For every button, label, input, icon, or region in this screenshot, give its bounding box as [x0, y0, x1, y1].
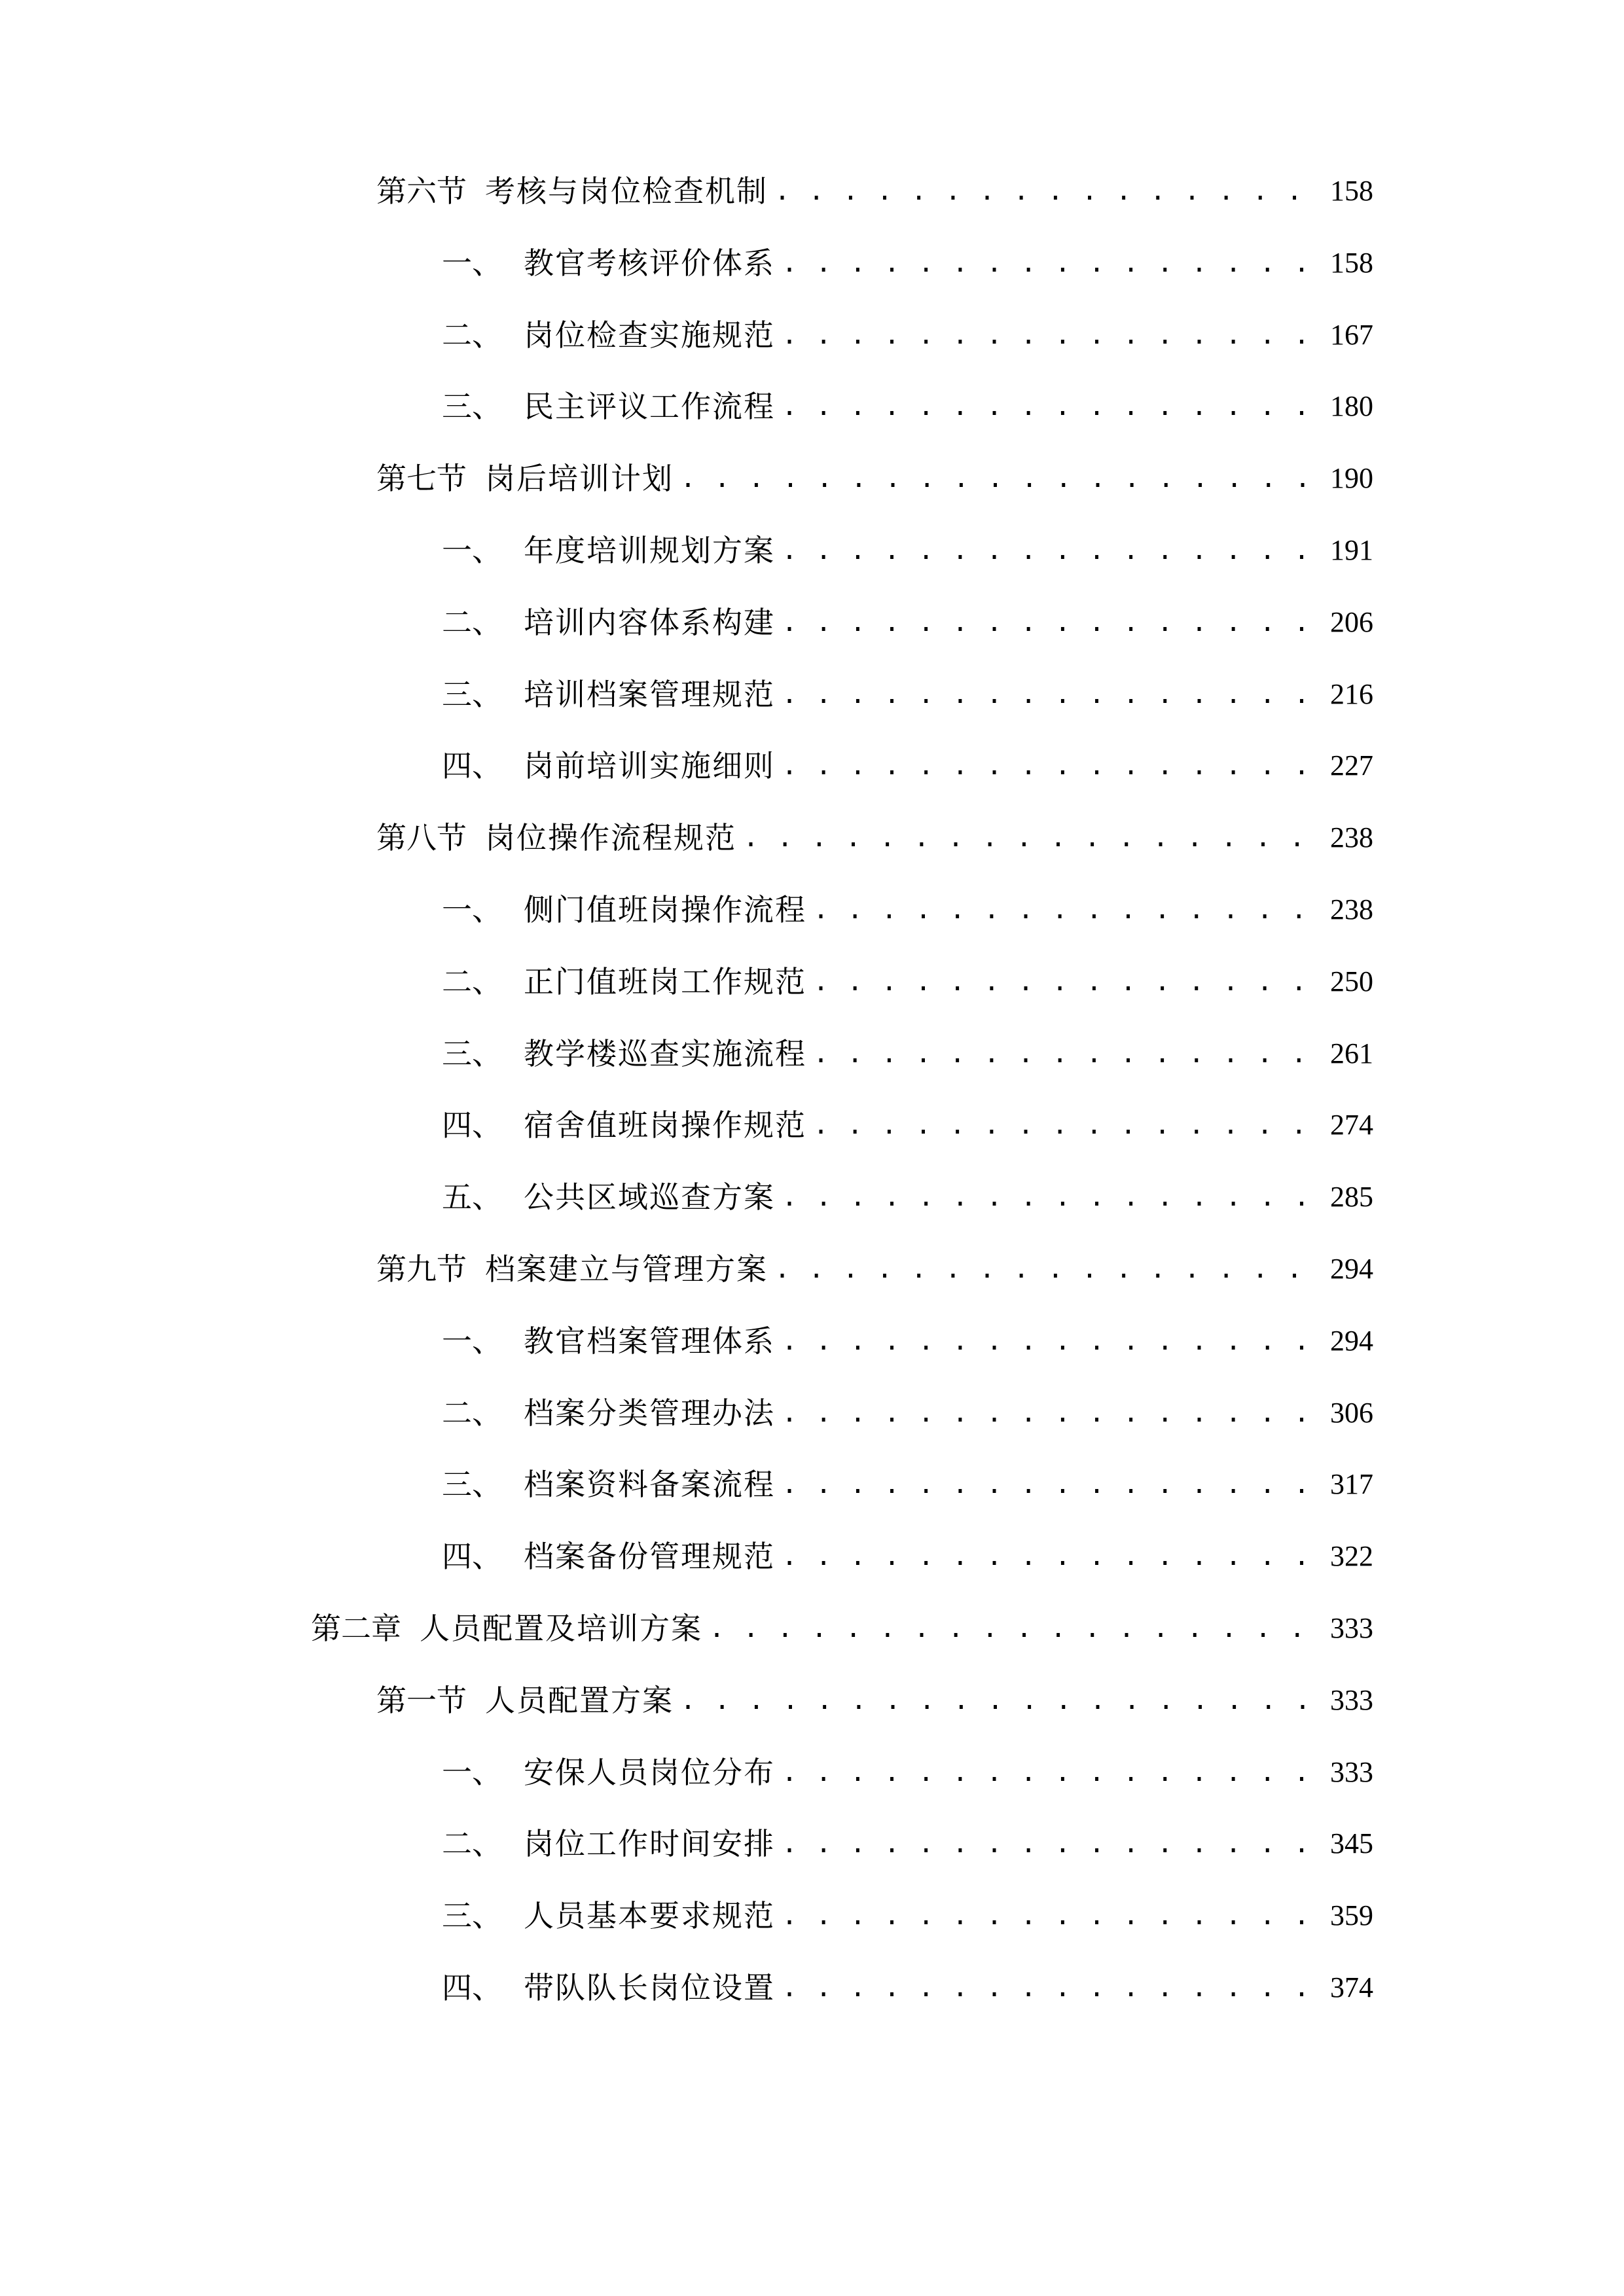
- toc-entry-item[interactable]: [442, 1458, 1373, 1511]
- toc-entry-number: 二、: [442, 1395, 502, 1431]
- toc-dot-leader: [782, 1962, 1312, 2014]
- toc-page-number: 167: [1330, 319, 1373, 351]
- toc-dot-leader: [680, 1674, 1312, 1727]
- toc-entry-title: 考核与岗位检查机制: [485, 173, 768, 209]
- toc-entry-item[interactable]: [442, 740, 1373, 792]
- toc-dot-leader: [782, 1818, 1312, 1870]
- toc-page-number: 333: [1330, 1756, 1373, 1788]
- toc-entry-number: 四、: [442, 1107, 502, 1143]
- toc-entry-item[interactable]: [442, 884, 1373, 936]
- toc-entry-item[interactable]: [442, 1387, 1373, 1439]
- toc-entry-item[interactable]: [442, 309, 1373, 361]
- toc-entry-number: 五、: [442, 1179, 502, 1215]
- toc-entry-number: 二、: [442, 1826, 502, 1861]
- toc-entry-number: 三、: [442, 1898, 502, 1933]
- toc-dot-leader: [782, 596, 1312, 649]
- toc-entry-number: 三、: [442, 1467, 502, 1502]
- toc-entry-item[interactable]: [442, 596, 1373, 649]
- toc-entry-title: 教官考核评价体系: [524, 245, 775, 281]
- toc-page-number: 216: [1330, 678, 1373, 710]
- toc-dot-leader: [782, 668, 1312, 721]
- toc-entry-item[interactable]: [442, 1530, 1373, 1583]
- toc-page-number: 191: [1330, 534, 1373, 566]
- toc-page-number: 359: [1330, 1899, 1373, 1931]
- toc-entry-item[interactable]: [442, 1315, 1373, 1367]
- toc-page-number: 250: [1330, 965, 1373, 997]
- toc-page-number: 294: [1330, 1325, 1373, 1357]
- toc-page-number: 333: [1330, 1612, 1373, 1644]
- toc-entry-item[interactable]: [442, 668, 1373, 721]
- toc-entry-item[interactable]: [442, 1028, 1373, 1080]
- toc-page-number: 158: [1330, 247, 1373, 279]
- toc-dot-leader: [782, 1458, 1312, 1511]
- toc-entry-item[interactable]: [442, 956, 1373, 1008]
- toc-dot-leader: [743, 812, 1312, 864]
- toc-entry-title: 档案资料备案流程: [524, 1467, 775, 1502]
- toc-entry-number: 第八节: [376, 820, 467, 855]
- toc-entry-number: 四、: [442, 1539, 502, 1574]
- toc-page-number: 374: [1330, 1971, 1373, 2003]
- toc-entry-title: 正门值班岗工作规范: [524, 964, 806, 999]
- toc-page-number: 306: [1330, 1397, 1373, 1429]
- toc-page-number: 345: [1330, 1827, 1373, 1859]
- toc-entry-item[interactable]: [442, 524, 1373, 577]
- toc-entry-title: 档案建立与管理方案: [485, 1251, 768, 1287]
- toc-dot-leader: [782, 380, 1312, 433]
- toc-entry-item[interactable]: [442, 1818, 1373, 1870]
- toc-entry-number: 二、: [442, 964, 502, 999]
- toc-entry-title: 培训内容体系构建: [524, 605, 775, 640]
- toc-entry-title: 教官档案管理体系: [524, 1323, 775, 1359]
- toc-dot-leader: [782, 237, 1312, 289]
- toc-entry-title: 岗后培训计划: [485, 461, 674, 496]
- toc-dot-leader: [782, 1746, 1312, 1799]
- toc-page-number: 158: [1330, 175, 1373, 207]
- toc-entry-number: 一、: [442, 533, 502, 568]
- toc-entry-section[interactable]: [376, 812, 1373, 864]
- toc-page-number: 317: [1330, 1468, 1373, 1500]
- toc-entry-title: 岗位检查实施规范: [524, 317, 775, 353]
- toc-page-number: 238: [1330, 821, 1373, 853]
- toc-entry-number: 二、: [442, 605, 502, 640]
- toc-entry-number: 三、: [442, 1036, 502, 1071]
- toc-entry-title: 岗位工作时间安排: [524, 1826, 775, 1861]
- toc-dot-leader: [680, 452, 1312, 505]
- toc-entry-item[interactable]: [442, 1171, 1373, 1223]
- toc-entry-title: 档案备份管理规范: [524, 1539, 775, 1574]
- toc-page-number: 206: [1330, 606, 1373, 638]
- toc-dot-leader: [782, 1890, 1312, 1942]
- toc-page-number: 333: [1330, 1684, 1373, 1716]
- toc-dot-leader: [782, 740, 1312, 792]
- toc-entry-number: 一、: [442, 1323, 502, 1359]
- toc-entry-section[interactable]: [376, 1674, 1373, 1727]
- toc-entry-title: 人员配置及培训方案: [420, 1611, 702, 1646]
- toc-page-number: 285: [1330, 1181, 1373, 1213]
- toc-entry-item[interactable]: [442, 380, 1373, 433]
- toc-dot-leader: [782, 1171, 1312, 1223]
- toc-entry-number: 四、: [442, 1970, 502, 2005]
- toc-entry-item[interactable]: [442, 1099, 1373, 1151]
- toc-entry-chapter[interactable]: [311, 1602, 1373, 1655]
- toc-entry-section[interactable]: [376, 165, 1373, 217]
- toc-dot-leader: [774, 1243, 1312, 1295]
- toc-entry-item[interactable]: [442, 1962, 1373, 2014]
- toc-page-number: 238: [1330, 893, 1373, 925]
- toc-dot-leader: [782, 1530, 1312, 1583]
- toc-entry-title: 岗前培训实施细则: [524, 748, 775, 783]
- toc-entry-number: 第九节: [376, 1251, 467, 1287]
- toc-entry-title: 年度培训规划方案: [524, 533, 775, 568]
- toc-entry-section[interactable]: [376, 452, 1373, 505]
- toc-entry-number: 第六节: [376, 173, 467, 209]
- toc-entry-number: 第一节: [376, 1683, 467, 1718]
- toc-entry-item[interactable]: [442, 237, 1373, 289]
- toc-entry-title: 安保人员岗位分布: [524, 1755, 775, 1790]
- toc-entry-section[interactable]: [376, 1243, 1373, 1295]
- toc-entry-number: 一、: [442, 245, 502, 281]
- toc-entry-number: 三、: [442, 389, 502, 424]
- toc-page-number: 261: [1330, 1037, 1373, 1069]
- toc-entry-title: 岗位操作流程规范: [485, 820, 736, 855]
- toc-entry-title: 宿舍值班岗操作规范: [524, 1107, 806, 1143]
- toc-entry-title: 带队队长岗位设置: [524, 1970, 775, 2005]
- toc-entry-title: 教学楼巡查实施流程: [524, 1036, 806, 1071]
- toc-entry-item[interactable]: [442, 1746, 1373, 1799]
- toc-entry-number: 三、: [442, 677, 502, 712]
- toc-page-number: 274: [1330, 1109, 1373, 1141]
- toc-entry-title: 侧门值班岗操作流程: [524, 892, 806, 927]
- toc-entry-number: 四、: [442, 748, 502, 783]
- toc-dot-leader: [774, 165, 1312, 217]
- toc-entry-title: 人员配置方案: [485, 1683, 674, 1718]
- toc-entry-number: 一、: [442, 1755, 502, 1790]
- toc-dot-leader: [709, 1602, 1312, 1655]
- toc-entry-number: 第七节: [376, 461, 467, 496]
- toc-page-number: 227: [1330, 749, 1373, 781]
- toc-entry-title: 公共区域巡查方案: [524, 1179, 775, 1215]
- toc-entry-number: 二、: [442, 317, 502, 353]
- toc-page-number: 180: [1330, 390, 1373, 422]
- toc-dot-leader: [782, 1387, 1312, 1439]
- toc-entry-item[interactable]: [442, 1890, 1373, 1942]
- toc-dot-leader: [782, 1315, 1312, 1367]
- toc-entry-number: 第二章: [311, 1611, 401, 1646]
- toc-dot-leader: [782, 524, 1312, 577]
- toc-entry-title: 人员基本要求规范: [524, 1898, 775, 1933]
- toc-page-number: 190: [1330, 462, 1373, 494]
- toc-dot-leader: [813, 1028, 1312, 1080]
- toc-page-number: 294: [1330, 1253, 1373, 1285]
- toc-entry-title: 民主评议工作流程: [524, 389, 775, 424]
- toc-dot-leader: [813, 1099, 1312, 1151]
- toc-page-number: 322: [1330, 1540, 1373, 1572]
- toc-dot-leader: [813, 956, 1312, 1008]
- toc-entry-title: 培训档案管理规范: [524, 677, 775, 712]
- toc-dot-leader: [782, 309, 1312, 361]
- toc-dot-leader: [813, 884, 1312, 936]
- toc-entry-title: 档案分类管理办法: [524, 1395, 775, 1431]
- toc-entry-number: 一、: [442, 892, 502, 927]
